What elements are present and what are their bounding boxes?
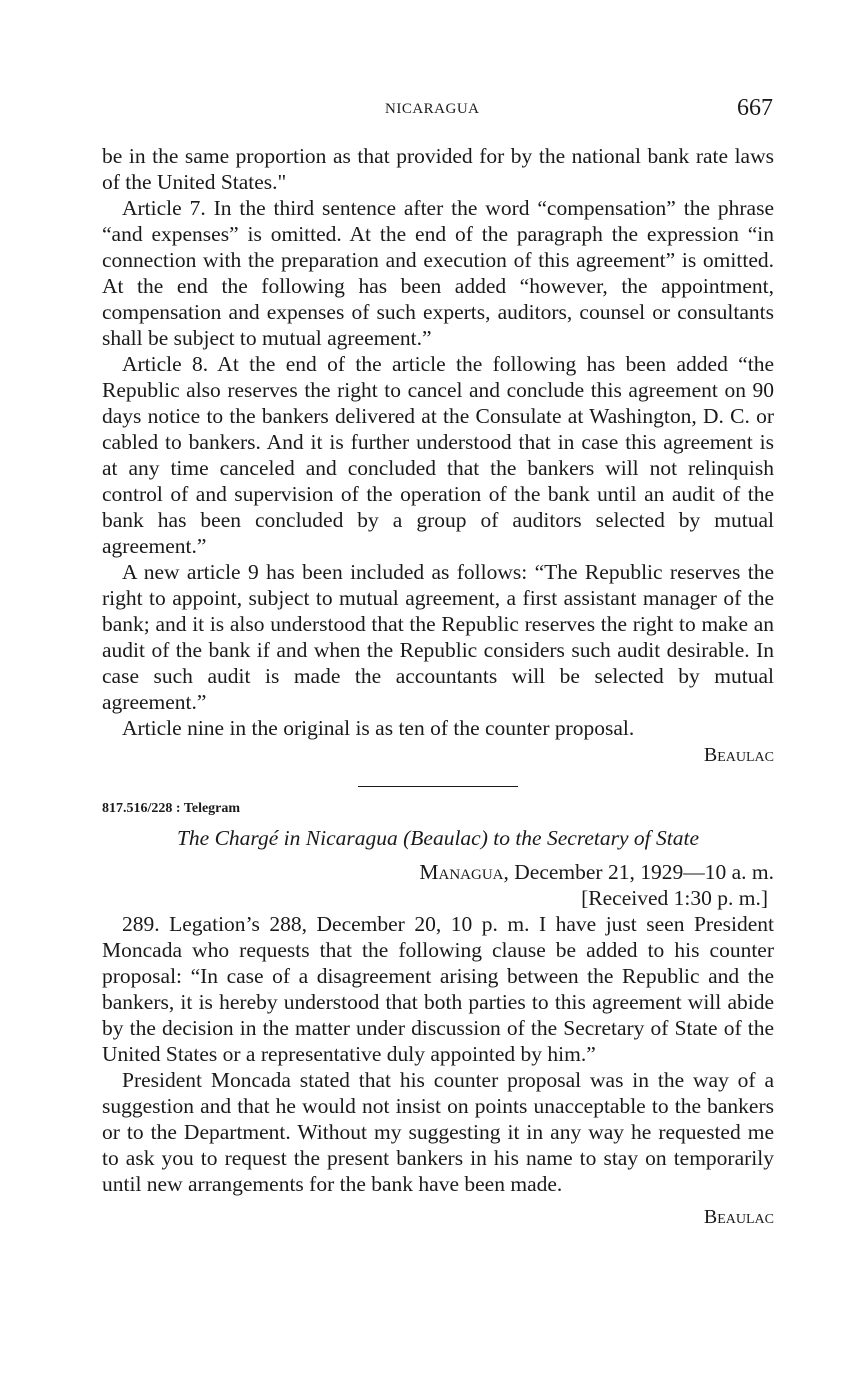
- dateline-place: Managua,: [419, 860, 509, 884]
- signature-beaulac-2: Beaulac: [703, 1206, 774, 1228]
- paragraph-article-9: A new article 9 has been included as follows: “The Republic reserves the right to appoint, subject to mutual agreement, a first assistant manager of the bank; and it is also understood that the Republic reserves the right to make an audit of the bank if and when the Republic considers such audit desirable. In case such audit is made the accountants will be selected by mutual agreement.”: [102, 560, 774, 714]
- signature-beaulac-1: Beaulac: [703, 744, 774, 766]
- paragraph-article-7: Article 7. In the third sentence after the word “compensation” the phrase “and expenses” is omitted. At the end of the paragraph the expression “in connection with the preparation and execution of this agreement” is omitted. At the end the following has been added “however, the appointment, compensation and expenses of such experts, auditors, counsel or consultants shall be subject to mutual agreement.”: [102, 196, 774, 350]
- paragraph-telegram-289: 289. Legation’s 288, December 20, 10 p. m. I have just seen President Moncada who requests that the following clause be added to his counter proposal: “In case of a disagreement arising between the Republic and the bankers, it is hereby understood that both parties to this agreement will abide by the decision in the matter under discussion of the Secretary of State of the United States or a representative duly appointed by him.”: [102, 912, 774, 1066]
- received-note: [Received 1:30 p. m.]: [581, 886, 768, 910]
- body-text: [102, 143, 774, 1231]
- document-title: The Chargé in Nicaragua (Beaulac) to the Secretary of State: [176, 826, 700, 850]
- dateline: [102, 859, 774, 885]
- paragraph-article-nine-note: Article nine in the original is as ten of the counter proposal.: [122, 716, 635, 740]
- section-divider: [358, 786, 518, 787]
- dateline-date: December 21, 1929—10 a. m.: [508, 860, 774, 884]
- page-number: 667: [737, 95, 773, 121]
- file-reference: 817.516/228 : Telegram: [102, 801, 241, 816]
- paragraph-moncada-statement: President Moncada stated that his counter proposal was in the way of a suggestion and that he would not insist on points unacceptable to the bankers or to the Department. Without my suggesting it in any way he requested me to ask you to request the present bankers in his name to stay on temporarily until new arrangements for the bank have been made.: [102, 1068, 774, 1196]
- running-head: NICARAGUA: [385, 101, 480, 117]
- paragraph-article-8: Article 8. At the end of the article the following has been added “the Republic also reserves the right to cancel and conclude this agreement on 90 days notice to the bankers delivered at the Consulate at Washington, D. C. or cabled to bankers. And it is further understood that in case this agreement is at any time canceled and concluded that the bankers will not relinquish control of and supervision of the operation of the bank until an audit of the bank has been concluded by a group of auditors selected by mutual agreement.”: [102, 352, 774, 558]
- paragraph-continuation: be in the same proportion as that provided for by the national bank rate laws of the United States.": [102, 144, 774, 194]
